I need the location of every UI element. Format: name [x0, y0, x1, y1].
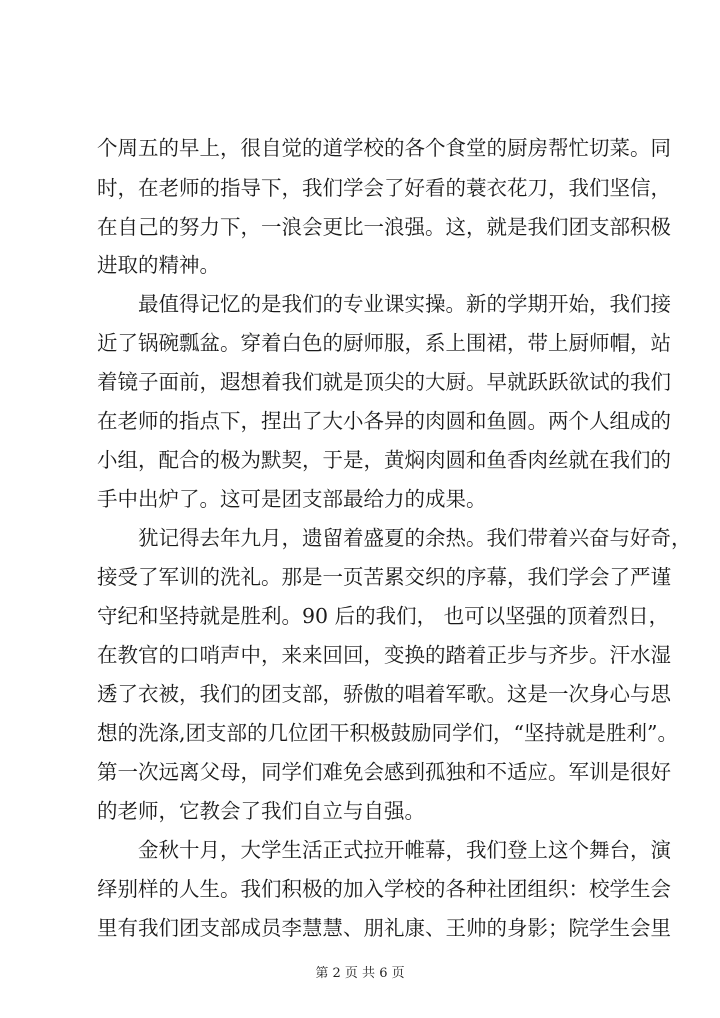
- text-line: 在教官的口哨声中，来来回回，变换的踏着正步与齐步。汗水湿: [97, 643, 671, 667]
- text-line: 想的洗涤,团支部的几位团干积极鼓励同学们，“坚持就是胜利”。: [97, 721, 678, 745]
- text-line: 手中出炉了。这可是团支部最给力的成果。: [97, 487, 487, 511]
- page-number-footer: 第 2 页 共 6 页: [315, 966, 405, 981]
- text-line: 犹记得去年九月，遗留着盛夏的余热。我们带着兴奋与好奇，: [138, 526, 692, 550]
- text-line: 第一次远离父母，同学们难免会感到孤独和不适应。军训是很好: [97, 760, 671, 784]
- text-line: 绎别样的人生。我们积极的加入学校的各种社团组织：校学生会: [97, 877, 671, 901]
- text-line: 金秋十月，大学生活正式拉开帷幕，我们登上这个舞台，演: [138, 838, 671, 862]
- text-line: 最值得记忆的是我们的专业课实操。新的学期开始，我们接: [138, 292, 671, 316]
- text-line: 的老师，它教会了我们自立与自强。: [97, 799, 425, 823]
- text-line: 接受了军训的洗礼。那是一页苦累交织的序幕，我们学会了严谨: [97, 565, 671, 589]
- text-line: 近了锅碗瓢盆。穿着白色的厨师服，系上围裙，带上厨师帽，站: [97, 331, 671, 355]
- text-line: 守纪和坚持就是胜利。90 后的我们， 也可以坚强的顶着烈日，: [97, 604, 670, 628]
- text-line: 着镜子面前，遐想着我们就是顶尖的大厨。早就跃跃欲试的我们: [97, 370, 671, 394]
- text-line: 时，在老师的指导下，我们学会了好看的蓑衣花刀，我们坚信，: [97, 176, 671, 200]
- text-line: 进取的精神。: [97, 253, 220, 277]
- text-line: 透了衣被，我们的团支部，骄傲的唱着军歌。这是一次身心与思: [97, 682, 671, 706]
- text-line: 小组，配合的极为默契，于是，黄焖肉圆和鱼香肉丝就在我们的: [97, 448, 671, 472]
- text-line: 里有我们团支部成员李慧慧、朋礼康、王帅的身影；院学生会里: [97, 916, 671, 940]
- text-line: 在自己的努力下，一浪会更比一浪强。这，就是我们团支部积极: [97, 215, 671, 239]
- text-line: 在老师的指点下，捏出了大小各异的肉圆和鱼圆。两个人组成的: [97, 409, 671, 433]
- text-line: 个周五的早上，很自觉的道学校的各个食堂的厨房帮忙切菜。同: [97, 136, 671, 160]
